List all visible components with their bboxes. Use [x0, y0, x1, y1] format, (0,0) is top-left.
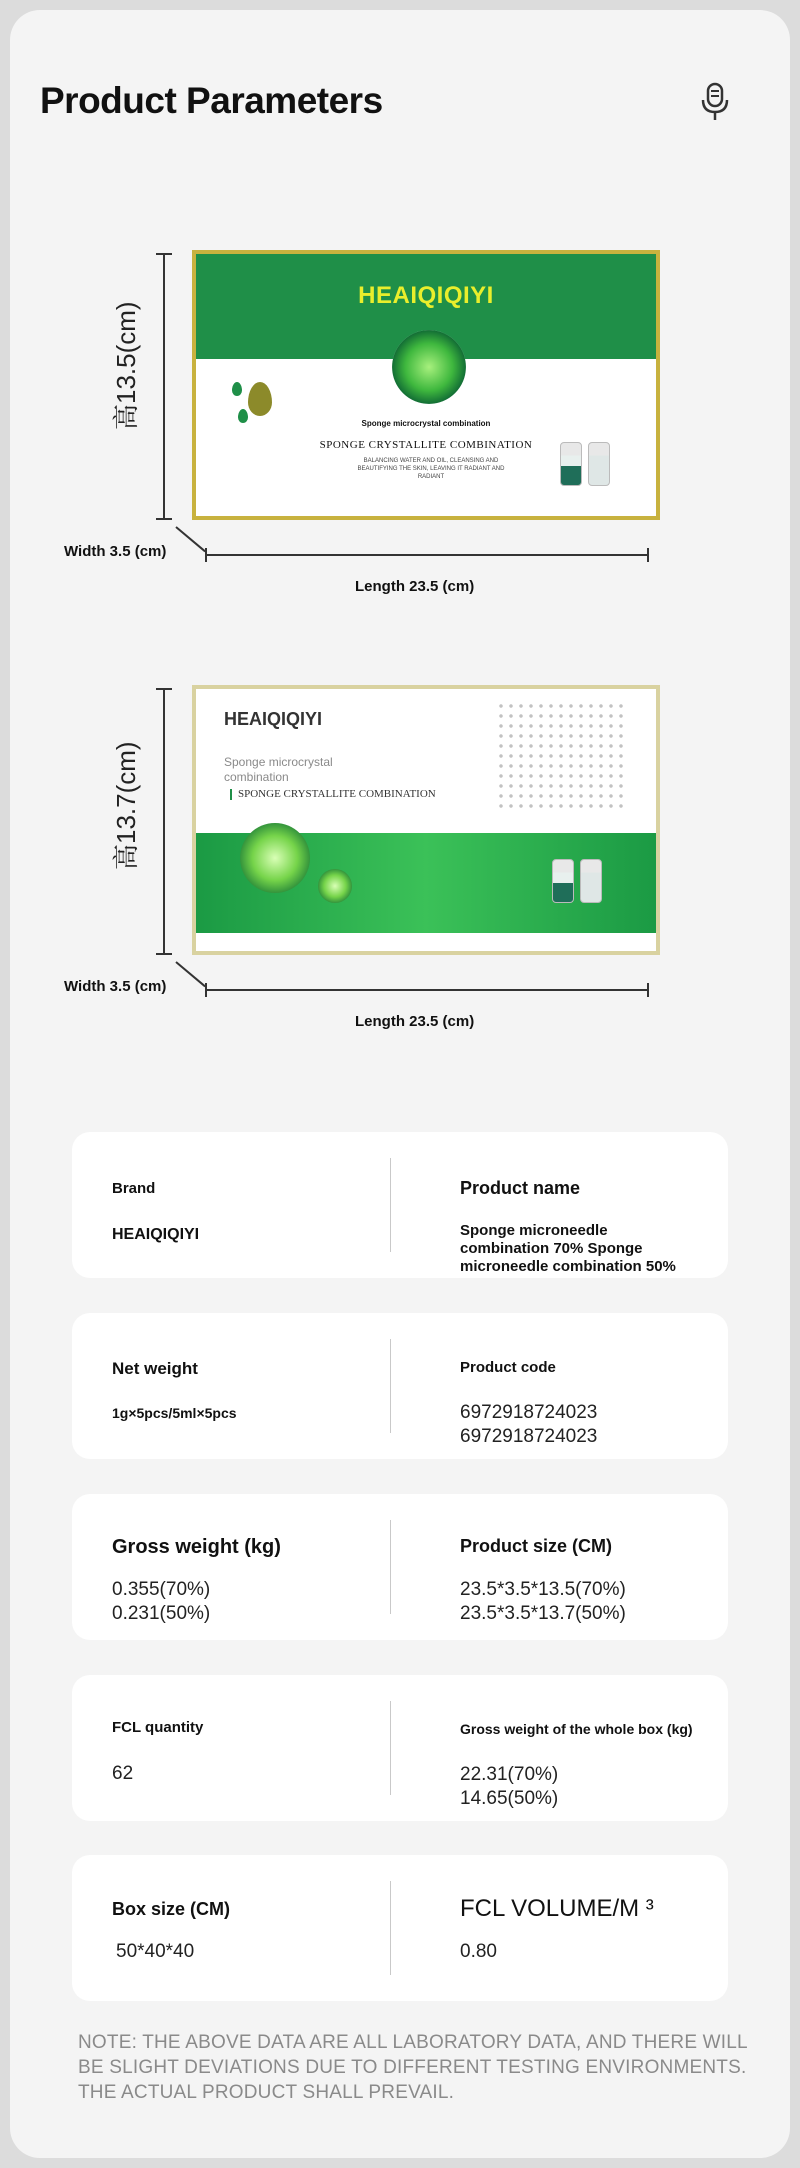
- orb-image: [240, 823, 310, 893]
- gross-box-label: Gross weight of the whole box (kg): [460, 1721, 693, 1737]
- dot-pattern: [496, 701, 626, 811]
- vial-image: [580, 859, 602, 903]
- height-tick-bottom: [156, 518, 172, 520]
- height-dimension-line: [163, 688, 165, 953]
- microphone-icon[interactable]: [695, 80, 735, 124]
- product-size-label: Product size (CM): [460, 1536, 613, 1556]
- vial-image: [552, 859, 574, 903]
- width-dimension-line: [175, 526, 205, 552]
- card-divider: [390, 1339, 391, 1433]
- card-divider: [390, 1881, 391, 1975]
- vial-image: [560, 442, 582, 486]
- width-label: Width 3.5 (cm): [64, 978, 167, 995]
- fcl-quantity-label: FCL quantity: [112, 1719, 204, 1736]
- box-description: BALANCING WATER AND OIL, CLEANSING AND BEAUTIFYING THE SKIN, LEAVING IT RADIANT AND RADIANT: [357, 458, 505, 480]
- height-label: 高13.5(cm): [111, 301, 141, 430]
- length-dimension-line: [205, 989, 649, 991]
- vial-image: [588, 442, 610, 486]
- length-dimension-line: [205, 554, 649, 556]
- param-card-fcl: [72, 1675, 728, 1821]
- net-weight-label: Net weight: [112, 1359, 198, 1378]
- fcl-volume-value: 0.80: [460, 1941, 497, 1962]
- product-box-image: [192, 250, 660, 520]
- height-tick-bottom: [156, 953, 172, 955]
- box-subtitle: Sponge microcrystal combination: [361, 419, 491, 428]
- card-divider: [390, 1520, 391, 1614]
- disclaimer-note: NOTE: THE ABOVE DATA ARE ALL LABORATORY DATA, AND THERE WILL BE SLIGHT DEVIATIONS DUE TO DIFFERENT TESTING ENVIRONMENTS. THE ACTUAL PRODUCT SHALL PREVAIL.: [78, 2032, 748, 2103]
- box-brand-text: HEAIQIQIYI: [224, 709, 323, 729]
- brand-label: Brand: [112, 1180, 156, 1197]
- product-name-value: Sponge microneedle combination 70% Sponge microneedle combination 50%: [460, 1222, 676, 1275]
- box-size-value: 50*40*40: [116, 1941, 195, 1962]
- orb-image: [318, 869, 352, 903]
- product-box-image: [192, 685, 660, 955]
- param-card-gross: [72, 1494, 728, 1640]
- page-container: [10, 10, 790, 2158]
- param-card-weight: [72, 1313, 728, 1459]
- product-code-label: Product code: [460, 1359, 556, 1376]
- width-label: Width 3.5 (cm): [64, 543, 167, 560]
- card-divider: [390, 1158, 391, 1252]
- drop-icon: [232, 382, 242, 396]
- box-subtitle-serif: SPONGE CRYSTALLITE COMBINATION: [319, 439, 533, 451]
- brand-value: HEAIQIQIYI: [112, 1226, 200, 1243]
- product-size-value: 23.5*3.5*13.5(70%) 23.5*3.5*13.7(50%): [460, 1579, 626, 1624]
- length-label: Length 23.5 (cm): [355, 578, 475, 595]
- length-tick-right: [647, 983, 649, 997]
- height-dimension-line: [163, 253, 165, 518]
- fcl-quantity-value: 62: [112, 1763, 134, 1784]
- box-brand-text: HEAIQIQIYI: [358, 282, 494, 309]
- gross-box-value: 22.31(70%) 14.65(50%): [460, 1764, 559, 1809]
- box-subtitle: Sponge microcrystal combination: [224, 755, 333, 784]
- height-label: 高13.7(cm): [111, 741, 141, 870]
- product-code-value: 6972918724023 6972918724023: [460, 1402, 598, 1447]
- param-card-brand: [72, 1132, 728, 1278]
- gross-weight-label: Gross weight (kg): [112, 1536, 281, 1558]
- net-weight-value: 1g×5pcs/5ml×5pcs: [112, 1405, 237, 1421]
- drop-icon: [248, 382, 272, 416]
- param-card-box: [72, 1855, 728, 2001]
- card-divider: [390, 1701, 391, 1795]
- box-size-label: Box size (CM): [112, 1899, 231, 1919]
- length-label: Length 23.5 (cm): [355, 1013, 475, 1030]
- gross-weight-value: 0.355(70%) 0.231(50%): [112, 1579, 211, 1624]
- width-dimension-line: [175, 961, 205, 987]
- box-subtitle-serif: SPONGE CRYSTALLITE COMBINATION: [230, 789, 436, 800]
- fcl-volume-label: FCL VOLUME/M ³: [460, 1895, 654, 1922]
- page-title: Product Parameters: [40, 80, 383, 121]
- product-name-label: Product name: [460, 1178, 581, 1198]
- length-tick-right: [647, 548, 649, 562]
- box-seal-emblem: [392, 330, 466, 404]
